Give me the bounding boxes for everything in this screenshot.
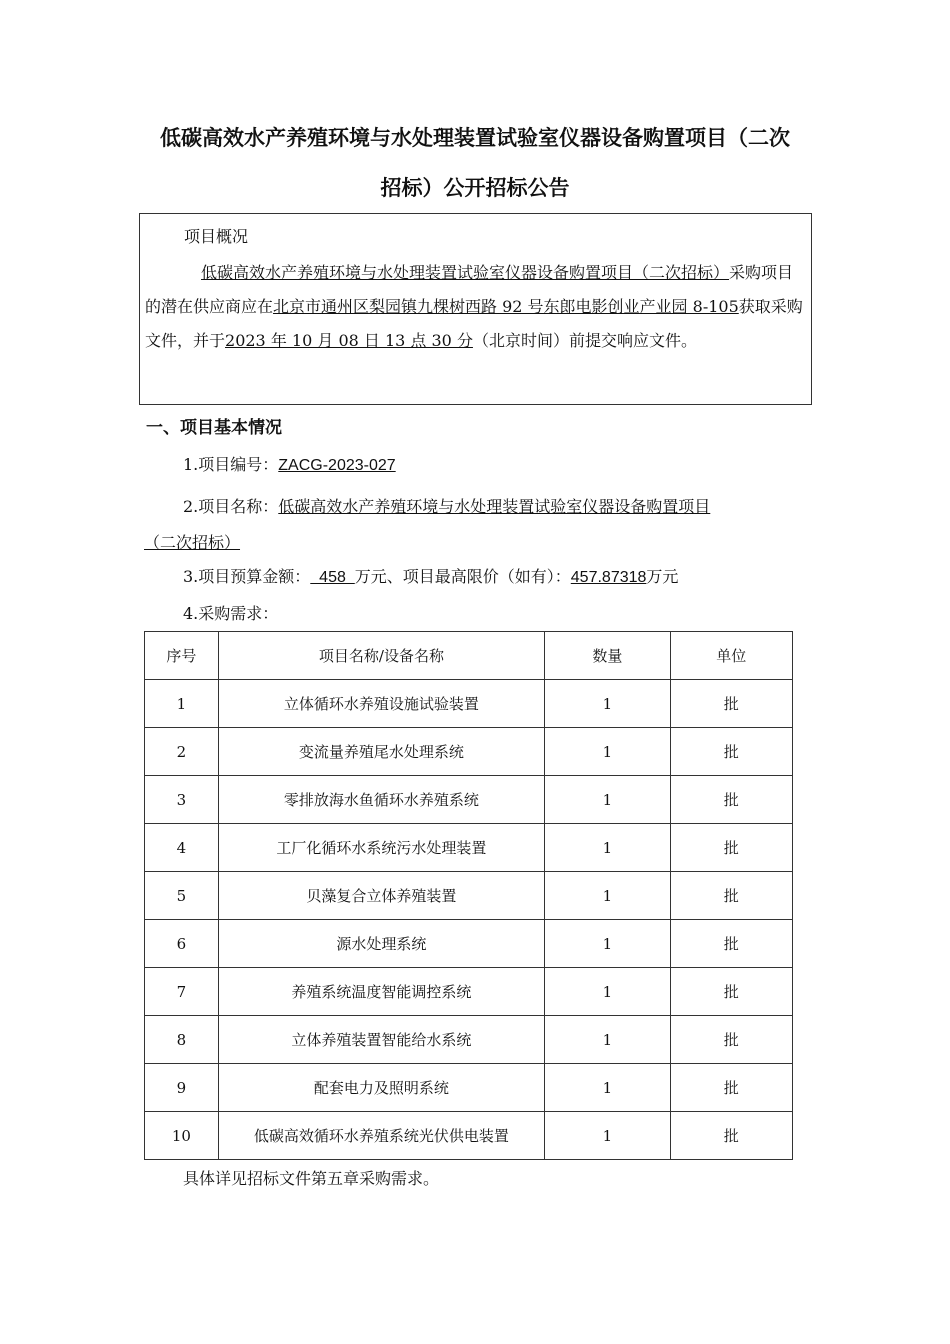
budget-amount: 458	[310, 569, 355, 586]
table-row	[145, 872, 793, 920]
procurement-needs-label: 4.采购需求：	[183, 604, 279, 623]
table-row	[145, 1016, 793, 1064]
cell-seq: 7	[145, 968, 219, 1016]
table-header-row	[145, 632, 793, 680]
cell-qty: 1	[545, 872, 670, 920]
project-overview-box	[139, 213, 812, 405]
overview-project-name: 低碳高效水产养殖环境与水处理装置试验室仪器设备购置项目（二次招标）	[201, 263, 730, 282]
max-price: 457.87318	[570, 569, 647, 586]
document-title-line1: 低碳高效水产养殖环境与水处理装置试验室仪器设备购置项目（二次	[160, 126, 790, 150]
cell-name: 零排放海水鱼循环水养殖系统	[218, 776, 544, 824]
overview-heading: 项目概况	[184, 227, 249, 246]
cell-qty: 1	[545, 1016, 670, 1064]
cell-qty: 1	[545, 776, 670, 824]
cell-name: 配套电力及照明系统	[218, 1064, 544, 1112]
cell-qty: 1	[545, 728, 670, 776]
project-number-line	[183, 452, 396, 475]
cell-unit: 批	[670, 1112, 792, 1160]
cell-unit: 批	[670, 824, 792, 872]
cell-name: 工厂化循环水系统污水处理装置	[218, 824, 544, 872]
cell-name: 源水处理系统	[218, 920, 544, 968]
cell-name: 立体养殖装置智能给水系统	[218, 1016, 544, 1064]
project-name-value-cont: （二次招标）	[144, 533, 241, 552]
cell-seq: 3	[145, 776, 219, 824]
overview-address: 北京市通州区梨园镇九棵树西路 92 号东郎电影创业产业园 8-105	[273, 297, 739, 316]
document-title-line2: 招标）公开招标公告	[380, 176, 570, 200]
budget-line	[183, 564, 678, 587]
cell-unit: 批	[670, 872, 792, 920]
cell-unit: 批	[670, 776, 792, 824]
overview-text-c: （北京时间）前提交响应文件。	[472, 331, 697, 350]
overview-text-b: 获取采购文件，并于	[145, 297, 803, 350]
cell-name: 养殖系统温度智能调控系统	[218, 968, 544, 1016]
table-row	[145, 680, 793, 728]
cell-qty: 1	[545, 968, 670, 1016]
cell-qty: 1	[545, 920, 670, 968]
cell-name: 贝藻复合立体养殖装置	[218, 872, 544, 920]
cell-unit: 批	[670, 968, 792, 1016]
overview-text-a: 采购项目的潜在供应商应在	[145, 263, 794, 316]
table-row	[145, 1064, 793, 1112]
table-row	[145, 1112, 793, 1160]
cell-seq: 1	[145, 680, 219, 728]
budget-mid-text: 万元、项目最高限价（如有）：	[354, 567, 571, 586]
cell-qty: 1	[545, 824, 670, 872]
overview-body	[145, 256, 809, 358]
cell-qty: 1	[545, 680, 670, 728]
header-seq: 序号	[145, 632, 219, 680]
cell-seq: 9	[145, 1064, 219, 1112]
cell-qty: 1	[545, 1112, 670, 1160]
cell-unit: 批	[670, 728, 792, 776]
project-name-label: 2.项目名称：	[183, 497, 279, 516]
cell-seq: 8	[145, 1016, 219, 1064]
project-number-label: 1.项目编号：	[183, 455, 279, 474]
cell-name: 变流量养殖尾水处理系统	[218, 728, 544, 776]
procurement-table	[144, 631, 793, 1160]
table-row	[145, 776, 793, 824]
cell-seq: 10	[145, 1112, 219, 1160]
project-number-value: ZACG-2023-027	[278, 457, 396, 474]
header-unit: 单位	[670, 632, 792, 680]
cell-seq: 2	[145, 728, 219, 776]
budget-label: 3.项目预算金额：	[183, 567, 311, 586]
cell-unit: 批	[670, 1064, 792, 1112]
cell-seq: 4	[145, 824, 219, 872]
table-row	[145, 968, 793, 1016]
project-name-line	[144, 489, 813, 561]
cell-unit: 批	[670, 1016, 792, 1064]
footer-note: 具体详见招标文件第五章采购需求。	[183, 1169, 440, 1188]
cell-seq: 5	[145, 872, 219, 920]
cell-unit: 批	[670, 920, 792, 968]
cell-name: 立体循环水养殖设施试验装置	[218, 680, 544, 728]
project-name-value: 低碳高效水产养殖环境与水处理装置试验室仪器设备购置项目	[278, 497, 711, 516]
header-name: 项目名称/设备名称	[218, 632, 544, 680]
cell-unit: 批	[670, 680, 792, 728]
overview-deadline: 2023 年 10 月 08 日 13 点 30 分	[225, 331, 473, 350]
table-row	[145, 824, 793, 872]
max-price-unit: 万元	[646, 567, 679, 586]
section-heading: 一、项目基本情况	[146, 418, 282, 438]
table-row	[145, 728, 793, 776]
cell-qty: 1	[545, 1064, 670, 1112]
header-qty: 数量	[545, 632, 670, 680]
table-row	[145, 920, 793, 968]
cell-name: 低碳高效循环水养殖系统光伏供电装置	[218, 1112, 544, 1160]
cell-seq: 6	[145, 920, 219, 968]
